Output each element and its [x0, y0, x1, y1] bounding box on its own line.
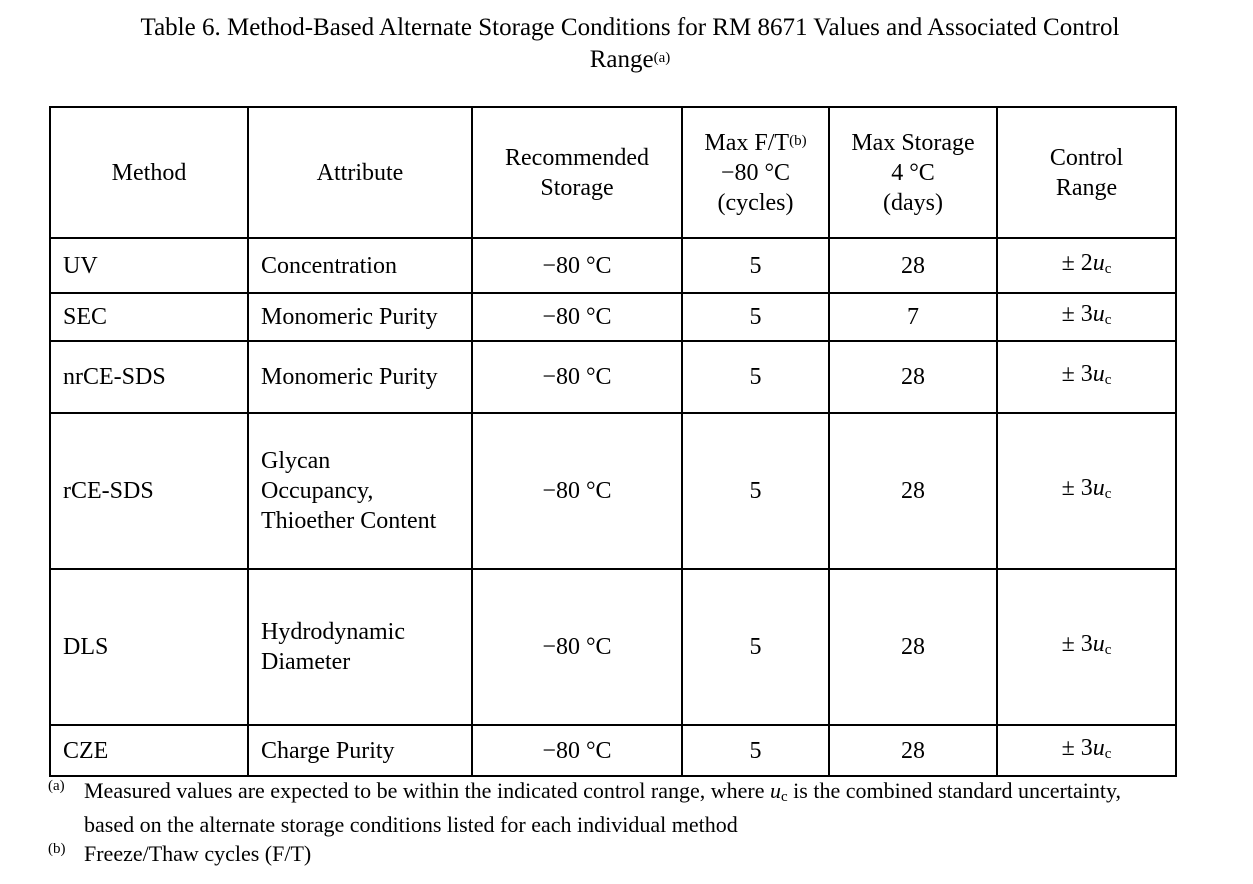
- cell-control-range: ± 3uc: [997, 293, 1176, 341]
- cell-ft-cycles: 5: [682, 725, 829, 776]
- cell-method: DLS: [50, 569, 248, 725]
- cell-control-range: ± 3uc: [997, 341, 1176, 413]
- header-footnote-marker: (b): [789, 132, 807, 149]
- table-row: [50, 341, 1176, 413]
- caption-line-2-text: Range: [589, 46, 654, 73]
- cell-control-range: ± 3uc: [997, 569, 1176, 725]
- cell-storage-days: 28: [829, 725, 997, 776]
- cell-method: rCE-SDS: [50, 413, 248, 569]
- cell-storage-days: 7: [829, 293, 997, 341]
- cell-control-range: ± 3uc: [997, 413, 1176, 569]
- caption-footnote-marker: (a): [653, 50, 671, 66]
- table-row: [50, 293, 1176, 341]
- table-row: [50, 238, 1176, 293]
- table-row: [50, 725, 1176, 776]
- table-row: [50, 413, 1176, 569]
- cell-attribute: Hydrodynamic Diameter: [248, 569, 472, 725]
- footnotes: [48, 777, 1248, 867]
- cell-attribute: Concentration: [248, 238, 472, 293]
- cell-storage: −80 °C: [472, 293, 682, 341]
- caption-line-1: Table 6. Method-Based Alternate Storage Conditions for RM 8671 Values and Associated Control: [140, 14, 1120, 41]
- footnote-a-text: Measured values are expected to be within the indicated control range, where uc is the combined standard uncertainty, based on the alternate storage conditions listed for each individual method: [84, 778, 1122, 837]
- cell-attribute: Charge Purity: [248, 725, 472, 776]
- cell-ft-cycles: 5: [682, 569, 829, 725]
- footnote-a: [48, 777, 1248, 838]
- footnote-b: [48, 840, 1248, 867]
- cell-control-range: ± 3uc: [997, 725, 1176, 776]
- header-recommended-storage: Recommended Storage: [472, 107, 682, 238]
- cell-storage: −80 °C: [472, 569, 682, 725]
- footnote-b-text: Freeze/Thaw cycles (F/T): [84, 841, 312, 866]
- cell-storage-days: 28: [829, 413, 997, 569]
- header-attribute: Attribute: [248, 107, 472, 238]
- cell-method: SEC: [50, 293, 248, 341]
- cell-attribute: Glycan Occupancy, Thioether Content: [248, 413, 472, 569]
- cell-storage-days: 28: [829, 238, 997, 293]
- table-caption: [60, 12, 1200, 76]
- cell-control-range: ± 2uc: [997, 238, 1176, 293]
- cell-method: nrCE-SDS: [50, 341, 248, 413]
- cell-storage: −80 °C: [472, 725, 682, 776]
- cell-storage-days: 28: [829, 341, 997, 413]
- cell-ft-cycles: 5: [682, 238, 829, 293]
- header-control-range: Control Range: [997, 107, 1176, 238]
- header-row: [50, 107, 1176, 238]
- caption-line-2: [60, 44, 1200, 76]
- cell-storage: −80 °C: [472, 413, 682, 569]
- cell-ft-cycles: 5: [682, 293, 829, 341]
- cell-storage-days: 28: [829, 569, 997, 725]
- cell-storage: −80 °C: [472, 341, 682, 413]
- cell-attribute: Monomeric Purity: [248, 341, 472, 413]
- cell-storage: −80 °C: [472, 238, 682, 293]
- header-max-freeze-thaw: Max $F/T^{(b)}$ −80 °C (cycles): [682, 107, 829, 238]
- footnote-a-marker: (a): [48, 778, 65, 794]
- table-row: [50, 569, 1176, 725]
- cell-ft-cycles: 5: [682, 413, 829, 569]
- cell-method: CZE: [50, 725, 248, 776]
- storage-conditions-table: [49, 106, 1177, 777]
- header-method: Method: [50, 107, 248, 238]
- cell-method: UV: [50, 238, 248, 293]
- cell-attribute: Monomeric Purity: [248, 293, 472, 341]
- footnote-b-marker: (b): [48, 841, 66, 857]
- cell-ft-cycles: 5: [682, 341, 829, 413]
- header-max-storage: Max Storage 4 °C (days): [829, 107, 997, 238]
